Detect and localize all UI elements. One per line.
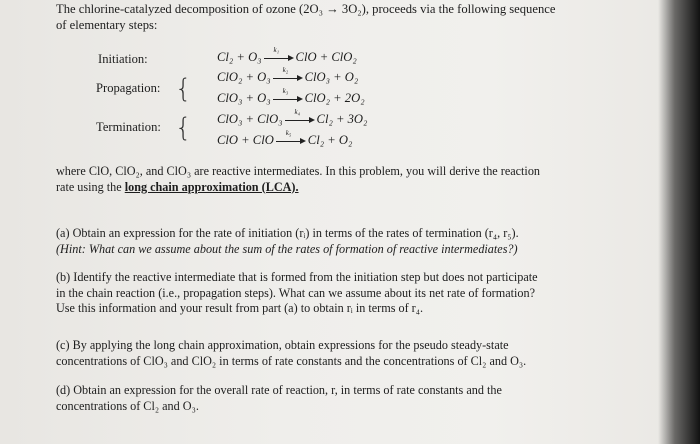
where-line-2 — [56, 180, 596, 196]
reaction-1-lhs: Cl₂ + O₃ — [217, 50, 262, 64]
where-paragraph — [56, 164, 596, 195]
part-c — [56, 338, 596, 369]
page-edge-shadow — [658, 0, 700, 444]
propagation-label: Propagation: — [96, 81, 161, 95]
part-a-hint: (Hint: What can we assume about the sum of the rates of formation of reactive intermediates?) — [56, 241, 518, 256]
reaction-2-lhs: ClO₂ + O₃ — [217, 70, 271, 84]
part-d-line-1: (d) Obtain an expression for the overall rate of reaction, r, in terms of rate constants and the — [56, 383, 502, 397]
initiation-label: Initiation: — [98, 52, 148, 66]
part-d — [56, 383, 596, 414]
reaction-4 — [217, 108, 368, 127]
reaction-3-rhs: ClO₂ + 2O₂ — [304, 91, 365, 105]
rate-constant-k4: k₄ — [294, 108, 301, 117]
part-d-line-2: concentrations of Cl₂ and O₃. — [56, 398, 199, 413]
part-b-line-3: Use this information and your result from part (a) to obtain rᵢ in terms of r₄. — [56, 301, 424, 316]
reaction-arrow-icon — [273, 66, 303, 83]
rate-constant-k1: k₁ — [273, 46, 280, 55]
reaction-4-rhs: Cl₂ + 3O₂ — [316, 112, 368, 126]
reaction-3-lhs: ClO₃ + O₃ — [217, 91, 271, 105]
reaction-arrow-icon — [285, 108, 315, 125]
part-a — [56, 226, 596, 257]
termination-label: Termination: — [96, 120, 161, 134]
reaction-3 — [217, 87, 365, 106]
reaction-1-rhs: ClO + ClO₂ — [295, 50, 357, 64]
reaction-arrow-icon — [276, 129, 306, 146]
part-c-line-2: concentrations of ClO₃ and ClO₂ in terms of rate constants and the concentrations of Cl₂ and O₃. — [56, 353, 527, 368]
part-a-line-1: (a) Obtain an expression for the rate of initiation (rᵢ) in terms of the rates of termination (r₄, r₅). — [56, 226, 519, 240]
reaction-1 — [217, 46, 357, 65]
reaction-4-lhs: ClO₃ + ClO₃ — [217, 112, 283, 126]
part-c-line-1: (c) By applying the long chain approximation, obtain expressions for the pseudo steady-state — [56, 338, 509, 352]
part-b-line-2: in the chain reaction (i.e., propagation steps). What can we assume about its net rate of formation? — [56, 285, 535, 300]
propagation-brace: { — [175, 74, 192, 104]
where-line-2-prefix: rate using the — [56, 179, 125, 194]
rate-constant-k3: k₃ — [282, 87, 289, 96]
where-line-1: where ClO, ClO₂, and ClO₃ are reactive intermediates. In this problem, you will derive the reaction — [56, 164, 541, 178]
reaction-arrow-icon — [264, 46, 294, 63]
termination-brace: { — [175, 113, 192, 143]
part-b-line-1: (b) Identify the reactive intermediate that is formed from the initiation step but does not participate — [56, 270, 538, 284]
lca-term: long chain approximation (LCA). — [124, 179, 299, 194]
reaction-2-rhs: ClO₃ + O₂ — [304, 70, 359, 84]
rate-constant-k2: k₂ — [282, 66, 289, 75]
reaction-arrow-icon — [273, 87, 303, 104]
intro-line-1: The chlorine-catalyzed decomposition of ozone (2O₃ → 3O₂), proceeds via the following sequence — [56, 2, 556, 16]
reaction-2 — [217, 66, 359, 85]
reaction-5-rhs: Cl₂ + O₂ — [307, 133, 353, 147]
intro-line-2: of elementary steps: — [56, 18, 158, 32]
reaction-steps — [0, 0, 700, 170]
reaction-5 — [217, 129, 353, 148]
part-b — [56, 270, 596, 317]
reaction-5-lhs: ClO + ClO — [217, 133, 274, 147]
rate-constant-k5: k₅ — [285, 129, 292, 138]
